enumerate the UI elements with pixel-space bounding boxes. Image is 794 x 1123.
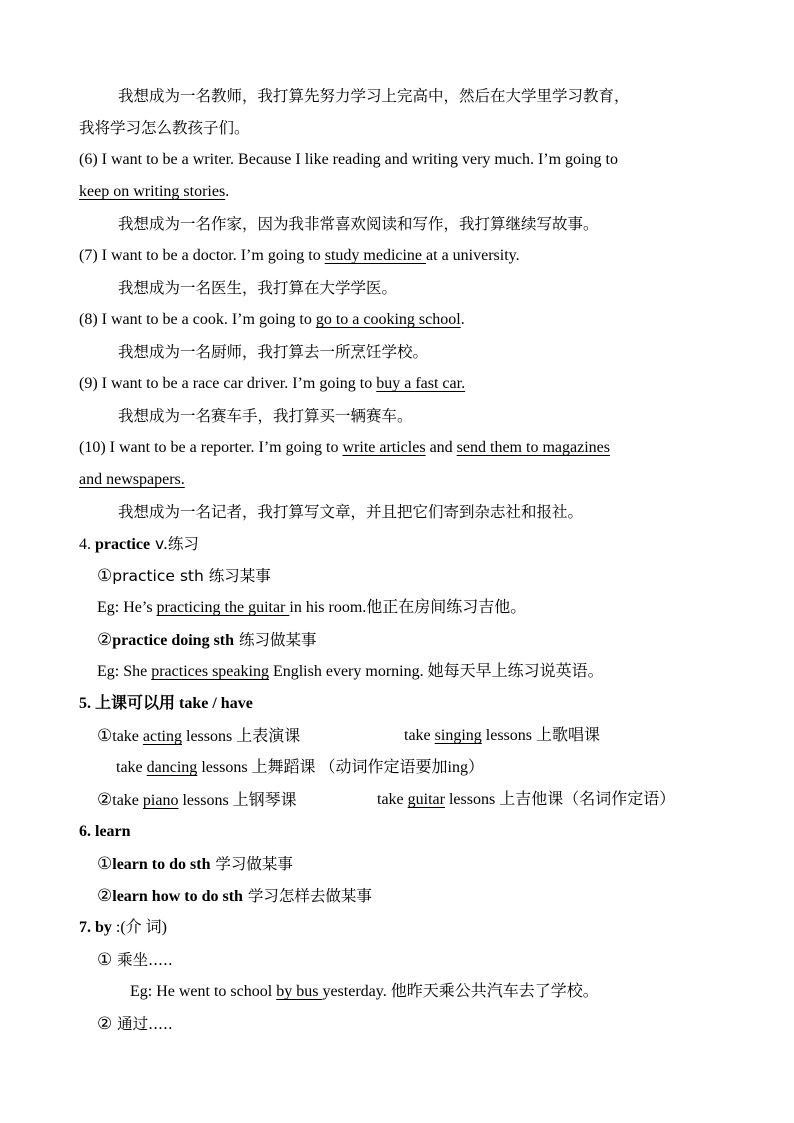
item-5-2a-word: piano (142, 792, 179, 809)
item-5-2b-word: guitar (407, 791, 445, 808)
item-5-1a-word: acting (142, 728, 182, 745)
example-4-1-phrase: practicing the guitar (156, 599, 290, 616)
item-5-1a-end: lessons 上表演课 (182, 728, 301, 745)
translation-8: 我想成为一名厨师，我打算去一所烹饪学校。 (118, 343, 429, 361)
item-7-1 (97, 950, 173, 971)
sentence-10-phrase-2: send them to magazines (456, 439, 610, 456)
circled-two-icon: ② (97, 1014, 113, 1034)
heading-6-number: 6. (79, 823, 95, 840)
sentence-9-phrase: buy a fast car. (376, 375, 466, 392)
item-4-2-text: 练习做某事 (234, 631, 317, 649)
item-5-1b-start: take (404, 727, 435, 744)
sentence-10 (79, 438, 610, 458)
sentence-6-phrase: keep on writing stories (79, 183, 226, 200)
sentence-8-end: . (460, 311, 465, 328)
heading-7-word: by (95, 919, 112, 936)
translation-10: 我想成为一名记者，我打算写文章，并且把它们寄到杂志社和报社。 (118, 503, 584, 521)
circled-one-icon: ① (97, 726, 113, 746)
circled-one-icon: ① (97, 566, 113, 586)
circled-one-icon: ① (97, 854, 113, 874)
item-5-1c-word: dancing (146, 759, 198, 776)
sentence-10-phrase-3: and newspapers. (79, 471, 185, 488)
heading-5-word: take / have (179, 695, 253, 712)
translation-7: 我想成为一名医生，我打算在大学学医。 (118, 279, 398, 297)
item-6-1-bold: learn to do sth (112, 856, 211, 873)
heading-7-gloss: :(介 词) (111, 919, 168, 936)
sentence-7-phrase: study medicine (324, 247, 427, 264)
example-7-1-end: yesterday. 他昨天乘公共汽车去了学校。 (322, 983, 599, 1000)
example-4-1 (97, 598, 526, 618)
heading-5 (79, 694, 253, 714)
example-7-1-start: Eg: He went to school (130, 983, 277, 1000)
item-5-2b (377, 790, 675, 810)
example-4-1-end: in his room.他正在房间练习吉他。 (289, 599, 527, 616)
item-5-2a (97, 790, 297, 811)
heading-4-gloss: v.练习 (150, 535, 199, 553)
item-5-1b-word: singing (434, 727, 482, 744)
example-7-1 (130, 982, 599, 1002)
item-6-2 (97, 886, 372, 907)
item-5-1a-start: take (112, 728, 143, 745)
item-5-1a (97, 726, 300, 747)
item-7-2 (97, 1014, 173, 1035)
sentence-9 (79, 374, 465, 394)
heading-6 (79, 822, 131, 842)
circled-one-icon: ① (97, 950, 113, 970)
sentence-6-text: (6) I want to be a writer. Because I like reading and writing very much. I’m going to (79, 151, 618, 168)
item-5-1c-start: take (116, 759, 147, 776)
sentence-8-phrase: go to a cooking school (315, 311, 461, 328)
example-4-2 (97, 662, 604, 682)
item-5-1b (404, 726, 600, 746)
translation-line-5b: 我将学习怎么教孩子们。 (79, 119, 250, 137)
sentence-7-text: (7) I want to be a doctor. I’m going to (79, 247, 325, 264)
item-4-2 (97, 630, 316, 651)
item-5-2b-start: take (377, 791, 408, 808)
circled-two-icon: ② (97, 790, 113, 810)
item-4-1 (97, 566, 271, 587)
example-4-1-start: Eg: He’s (97, 599, 157, 616)
heading-4 (79, 534, 199, 555)
sentence-10-and: and (425, 439, 457, 456)
sentence-7-end: at a university. (426, 247, 520, 264)
example-4-2-phrase: practices speaking (151, 663, 269, 680)
item-5-2b-end: lessons 上吉他课（名词作定语） (444, 791, 676, 808)
example-4-2-start: Eg: She (97, 663, 152, 680)
item-7-2-text: 通过..... (112, 1015, 173, 1033)
item-5-2a-end: lessons 上钢琴课 (178, 792, 297, 809)
heading-7-number: 7. (79, 919, 95, 936)
heading-6-word: learn (95, 823, 131, 840)
item-6-2-bold: learn how to do sth (112, 888, 243, 905)
item-6-1 (97, 854, 293, 875)
sentence-6 (79, 150, 618, 170)
example-4-2-end: English every morning. 她每天早上练习说英语。 (268, 663, 604, 680)
sentence-10-cont (79, 470, 185, 490)
sentence-10-phrase-1: write articles (342, 439, 426, 456)
heading-7 (79, 918, 167, 938)
sentence-10-text: (10) I want to be a reporter. I’m going to (79, 439, 343, 456)
item-6-2-text: 学习怎样去做某事 (242, 887, 372, 905)
item-4-2-bold: practice doing sth (112, 632, 235, 649)
item-4-1-text: practice sth 练习某事 (112, 567, 271, 585)
sentence-6-end: . (225, 183, 230, 200)
item-7-1-text: 乘坐..... (112, 951, 173, 969)
heading-5-text: 5. 上课可以用 (79, 695, 180, 712)
translation-6: 我想成为一名作家，因为我非常喜欢阅读和写作，我打算继续写故事。 (118, 215, 599, 233)
example-7-1-phrase: by bus (276, 983, 323, 1000)
sentence-8 (79, 310, 465, 330)
sentence-9-text: (9) I want to be a race car driver. I’m going to (79, 375, 377, 392)
translation-9: 我想成为一名赛车手，我打算买一辆赛车。 (118, 407, 413, 425)
item-5-1b-end: lessons 上歌唱课 (481, 727, 601, 744)
item-5-1c (116, 758, 484, 778)
circled-two-icon: ② (97, 630, 113, 650)
sentence-6-cont (79, 182, 229, 202)
circled-two-icon: ② (97, 886, 113, 906)
sentence-7 (79, 246, 520, 266)
heading-4-number: 4. (79, 536, 95, 553)
item-6-1-text: 学习做某事 (210, 855, 293, 873)
item-5-1c-end: lessons 上舞蹈课 （动词作定语要加ing） (197, 759, 484, 776)
sentence-8-text: (8) I want to be a cook. I’m going to (79, 311, 316, 328)
item-5-2a-start: take (112, 792, 143, 809)
translation-line-5a: 我想成为一名教师，我打算先努力学习上完高中，然后在大学里学习教育， (118, 87, 630, 105)
heading-4-word: practice (95, 536, 151, 553)
